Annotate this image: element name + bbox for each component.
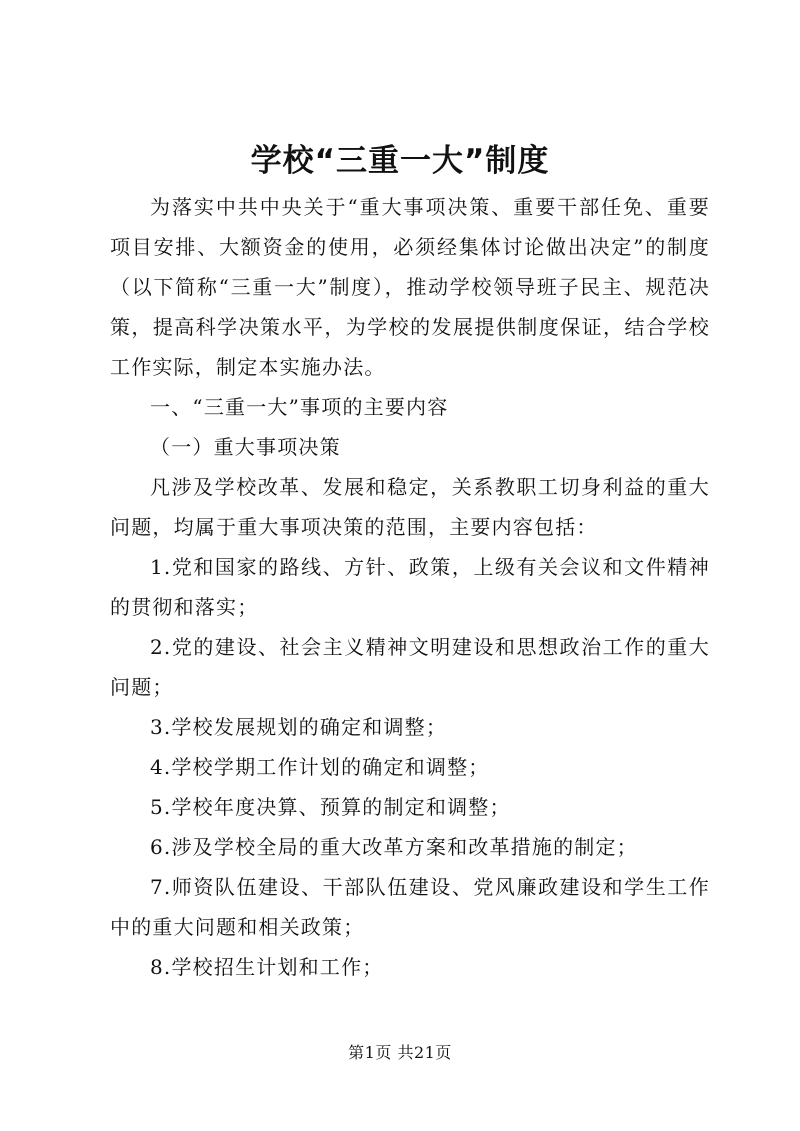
list-item: 5.学校年度决算、预算的制定和调整； (150, 795, 511, 819)
paragraph-scope: 凡涉及学校改革、发展和稳定，关系教职工切身利益的重大问题，均属于重大事项决策的范围，主要内容包括： (110, 475, 710, 539)
document-title: 学校“三重一大”制度 (250, 143, 550, 179)
page-footer: 第1页 共21页 (348, 1043, 452, 1062)
list-item: 4.学校学期工作计划的确定和调整； (150, 755, 490, 779)
section-heading: 一、“三重一大”事项的主要内容 (150, 395, 449, 419)
document-body (110, 187, 710, 987)
list-item: 1.党和国家的路线、方针、政策，上级有关会议和文件精神的贯彻和落实； (110, 555, 710, 619)
subsection-heading: （一）重大事项决策 (150, 435, 341, 459)
paragraph-intro: 为落实中共中央关于“重大事项决策、重要干部任免、重要项目安排、大额资金的使用，必须经集体讨论做出决定”的制度（以下简称“三重一大”制度），推动学校领导班子民主、规范决策，提高科学决策水平，为学校的发展提供制度保证，结合学校工作实际，制定本实施办法。 (110, 195, 710, 379)
list-item: 8.学校招生计划和工作； (150, 955, 384, 979)
list-item: 2.党的建设、社会主义精神文明建设和思想政治工作的重大问题； (110, 635, 710, 699)
list-item: 3.学校发展规划的确定和调整； (150, 715, 448, 739)
list-item: 6.涉及学校全局的重大改革方案和改革措施的制定； (150, 835, 638, 859)
list-item: 7.师资队伍建设、干部队伍建设、党风廉政建设和学生工作中的重大问题和相关政策； (110, 875, 710, 939)
